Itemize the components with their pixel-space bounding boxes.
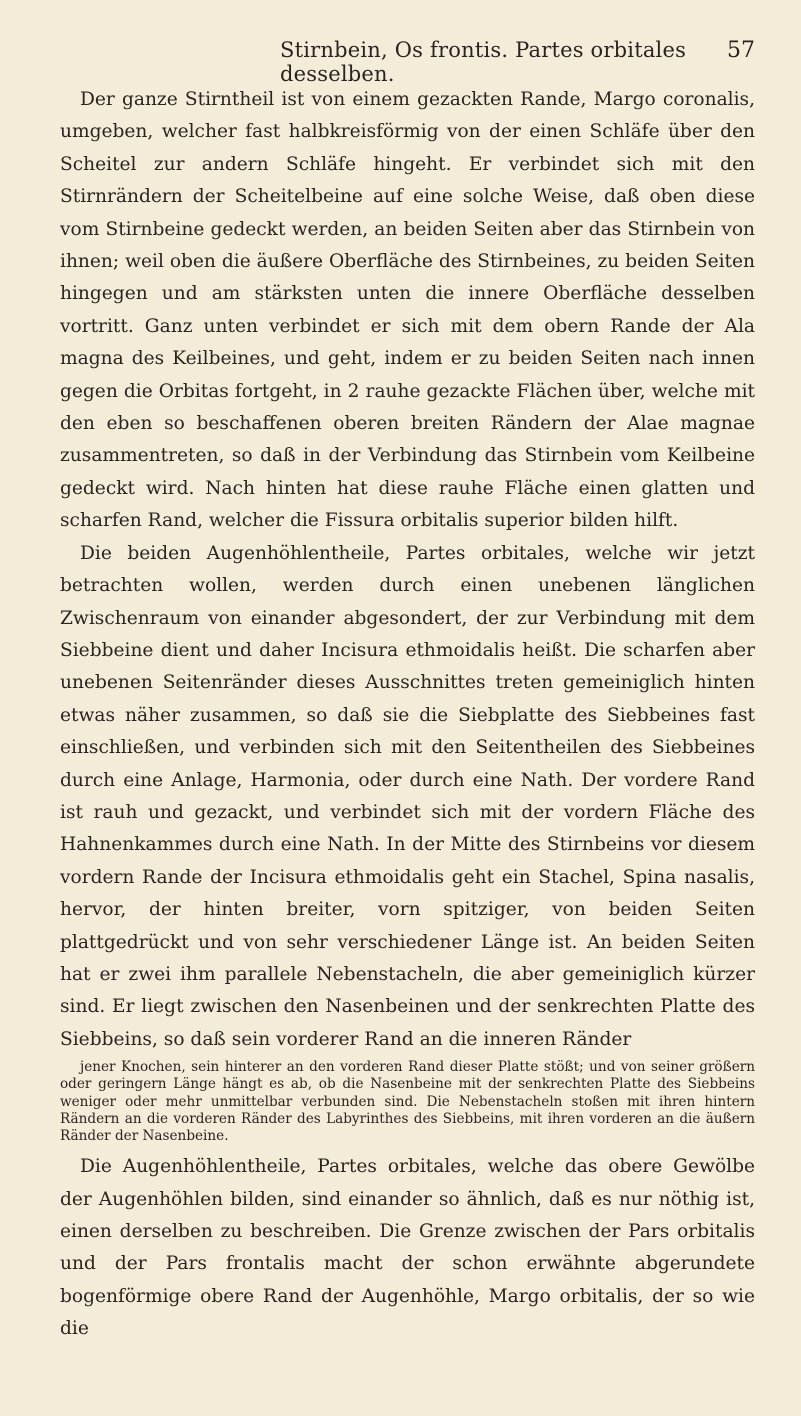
paragraph-augenhoehlentheile: Die Augenhöhlentheile, Partes orbitales, welche das obere Gewölbe der Augenhöhlen bilden, sind einander so ähnlich, daß es nur nöthig ist, einen derselben zu beschreiben. Die Grenze zwischen der Pars orbitalis und der Pars frontalis macht der schon erwähnte abgerundete bogenförmige obere Rand der Augenhöhle, Margo orbitalis, der so wie die: [60, 1156, 755, 1340]
small-print-note: jener Knochen, sein hinterer an den vorderen Rand dieser Platte stößt; und von seiner größern oder geringern Länge hängt es ab, ob die Nasenbeine mit der senkrechten Platte des Siebbeins weniger oder mehr unmittelbar verbunden sind. Die Nebenstacheln stoßen mit ihren hintern Rändern an die vorderen Ränder des Labyrinthes des Siebbeins, mit ihren vorderen an die äußern Ränder der Nasenbeine.: [60, 1059, 755, 1144]
running-head-title: Stirnbein, Os frontis. Partes orbitales desselben.: [280, 38, 687, 86]
page-number: 57: [727, 38, 755, 63]
body-text: [60, 84, 755, 1346]
paragraph-partes-orbitales: Die beiden Augenhöhlentheile, Partes orbitales, welche wir jetzt betrachten wollen, werden durch einen unebenen länglichen Zwischenraum von einander abgesondert, der zur Verbindung mit dem Siebbeine dient und daher Incisura ethmoidalis heißt. Die scharfen aber unebenen Seitenränder dieses Ausschnittes treten gemeiniglich hinten etwas näher zusammen, so daß sie die Siebplatte des Siebbeines fast einschließen, und verbinden sich mit den Seitentheilen des Siebbeines durch eine Anlage, Harmonia, oder durch eine Nath. Der vordere Rand ist rauh und gezackt, und verbindet sich mit der vordern Fläche des Hahnenkammes durch eine Nath. In der Mitte des Stirnbeins vor diesem vordern Rande der Incisura ethmoidalis geht ein Stachel, Spina nasalis, hervor, der hinten breiter, vorn spitziger, von beiden Seiten plattgedrückt und von sehr verschiedener Länge ist. An beiden Seiten hat er zwei ihm parallele Nebenstacheln, die aber gemeiniglich kürzer sind. Er liegt zwischen den Nasenbeinen und der senkrechten Platte des Siebbeins, so daß sein vorderer Rand an die inneren Ränder: [60, 542, 755, 1050]
running-header: [60, 38, 755, 84]
paragraph-stirntheil: Der ganze Stirntheil ist von einem gezackten Rande, Margo coronalis, umgeben, welcher fast halbkreisförmig von der einen Schläfe über den Scheitel zur andern Schläfe hingeht. Er verbindet sich mit den Stirnrändern der Scheitelbeine auf eine solche Weise, daß oben diese vom Stirnbeine gedeckt werden, an beiden Seiten aber das Stirnbein von ihnen; weil oben die äußere Oberfläche des Stirnbeines, zu beiden Seiten hingegen und am stärksten unten die innere Oberfläche desselben vortritt. Ganz unten verbindet er sich mit dem obern Rande der Ala magna des Keilbeines, und geht, indem er zu beiden Seiten nach innen gegen die Orbitas fortgeht, in 2 rauhe gezackte Flächen über, welche mit den eben so beschaffenen oberen breiten Rändern der Alae magnae zusammentreten, so daß in der Verbindung das Stirnbein vom Keilbeine gedeckt wird. Nach hinten hat diese rauhe Fläche einen glatten und scharfen Rand, welcher die Fissura orbitalis superior bilden hilft.: [60, 89, 755, 532]
